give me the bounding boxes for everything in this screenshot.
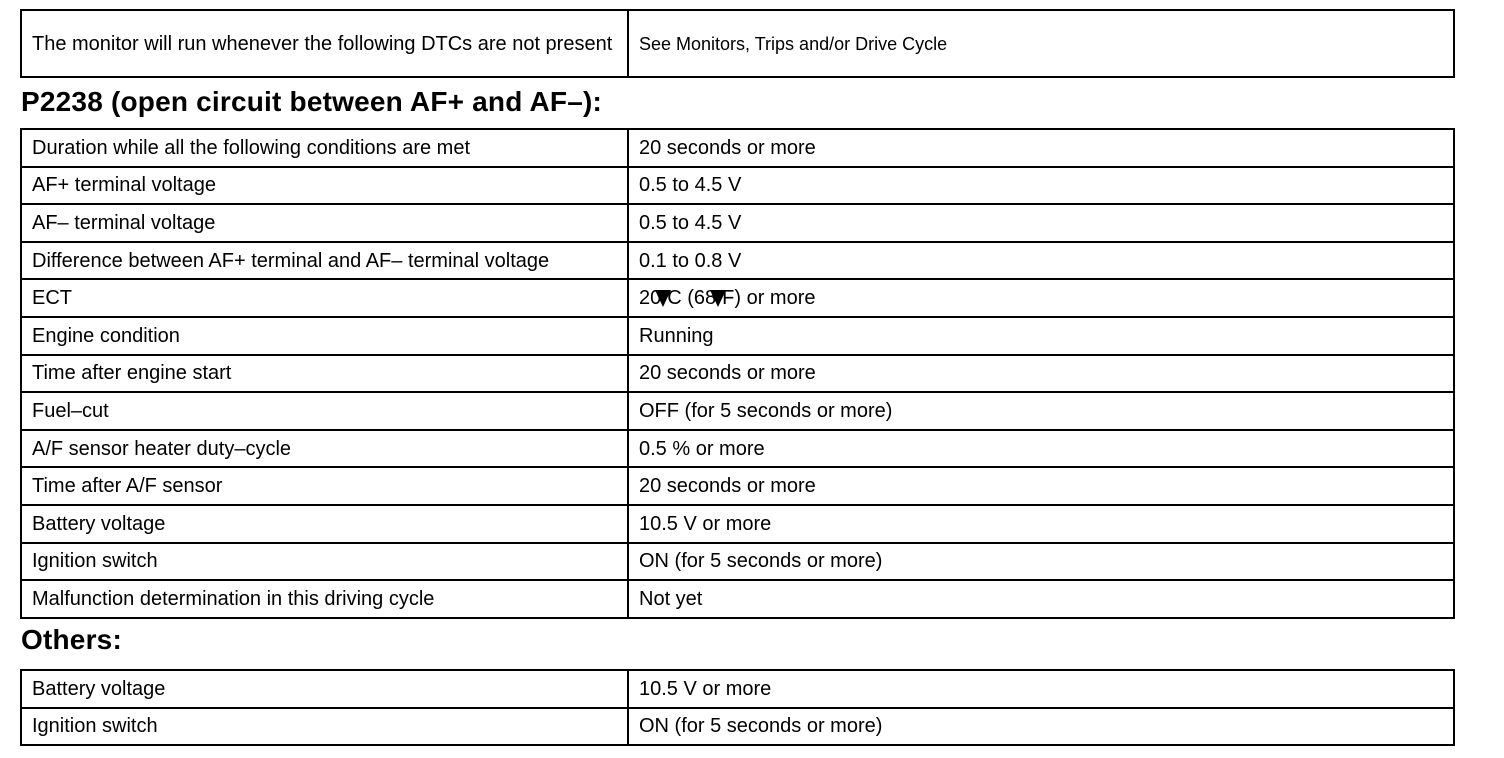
condition-label: AF– terminal voltage	[21, 204, 628, 242]
table-row	[21, 505, 1454, 543]
condition-label: The monitor will run whenever the following DTCs are not present	[21, 10, 628, 77]
condition-value: 20 seconds or more	[628, 355, 1454, 393]
condition-value: Not yet	[628, 580, 1454, 618]
intro-conditions-table	[20, 9, 1455, 78]
condition-value: 20 seconds or more	[628, 129, 1454, 167]
others-section-heading: Others:	[21, 624, 122, 655]
condition-label: Ignition switch	[21, 543, 628, 581]
condition-label: Ignition switch	[21, 708, 628, 746]
table-row	[21, 167, 1454, 205]
condition-label: AF+ terminal voltage	[21, 167, 628, 205]
condition-label: Difference between AF+ terminal and AF– terminal voltage	[21, 242, 628, 280]
table-row	[21, 580, 1454, 618]
condition-value: 10.5 V or more	[628, 505, 1454, 543]
condition-label: Battery voltage	[21, 670, 628, 708]
condition-label: Time after engine start	[21, 355, 628, 393]
ect-value-part: F) or more	[722, 287, 816, 310]
table-row	[21, 543, 1454, 581]
table-row	[21, 392, 1454, 430]
condition-value: OFF (for 5 seconds or more)	[628, 392, 1454, 430]
condition-value: Running	[628, 317, 1454, 355]
condition-value: ON (for 5 seconds or more)	[628, 543, 1454, 581]
condition-label: Fuel–cut	[21, 392, 628, 430]
table-row	[21, 430, 1454, 468]
table-row	[21, 467, 1454, 505]
table-row	[21, 279, 1454, 317]
condition-label: Malfunction determination in this driving cycle	[21, 580, 628, 618]
condition-value: 20 seconds or more	[628, 467, 1454, 505]
ect-value-part: C (68	[667, 287, 717, 310]
p2238-section-heading: P2238 (open circuit between AF+ and AF–):	[21, 86, 603, 117]
others-conditions-table	[20, 669, 1455, 746]
condition-value: See Monitors, Trips and/or Drive Cycle	[628, 10, 1454, 77]
condition-label: Duration while all the following conditions are met	[21, 129, 628, 167]
condition-value: 0.5 to 4.5 V	[628, 204, 1454, 242]
table-row	[21, 129, 1454, 167]
table-row	[21, 242, 1454, 280]
condition-value: 10.5 V or more	[628, 670, 1454, 708]
table-row	[21, 10, 1454, 77]
table-row	[21, 670, 1454, 708]
p2238-conditions-table	[20, 128, 1455, 619]
condition-label: Time after A/F sensor	[21, 467, 628, 505]
condition-value: ON (for 5 seconds or more)	[628, 708, 1454, 746]
condition-label: Battery voltage	[21, 505, 628, 543]
table-row	[21, 204, 1454, 242]
ect-value-part: 20	[639, 287, 662, 310]
condition-value	[628, 279, 1454, 317]
condition-label: Engine condition	[21, 317, 628, 355]
condition-value: 0.5 % or more	[628, 430, 1454, 468]
table-row	[21, 355, 1454, 393]
condition-label: ECT	[21, 279, 628, 317]
condition-label: A/F sensor heater duty–cycle	[21, 430, 628, 468]
table-row	[21, 708, 1454, 746]
condition-value: 0.1 to 0.8 V	[628, 242, 1454, 280]
table-row	[21, 317, 1454, 355]
condition-value: 0.5 to 4.5 V	[628, 167, 1454, 205]
